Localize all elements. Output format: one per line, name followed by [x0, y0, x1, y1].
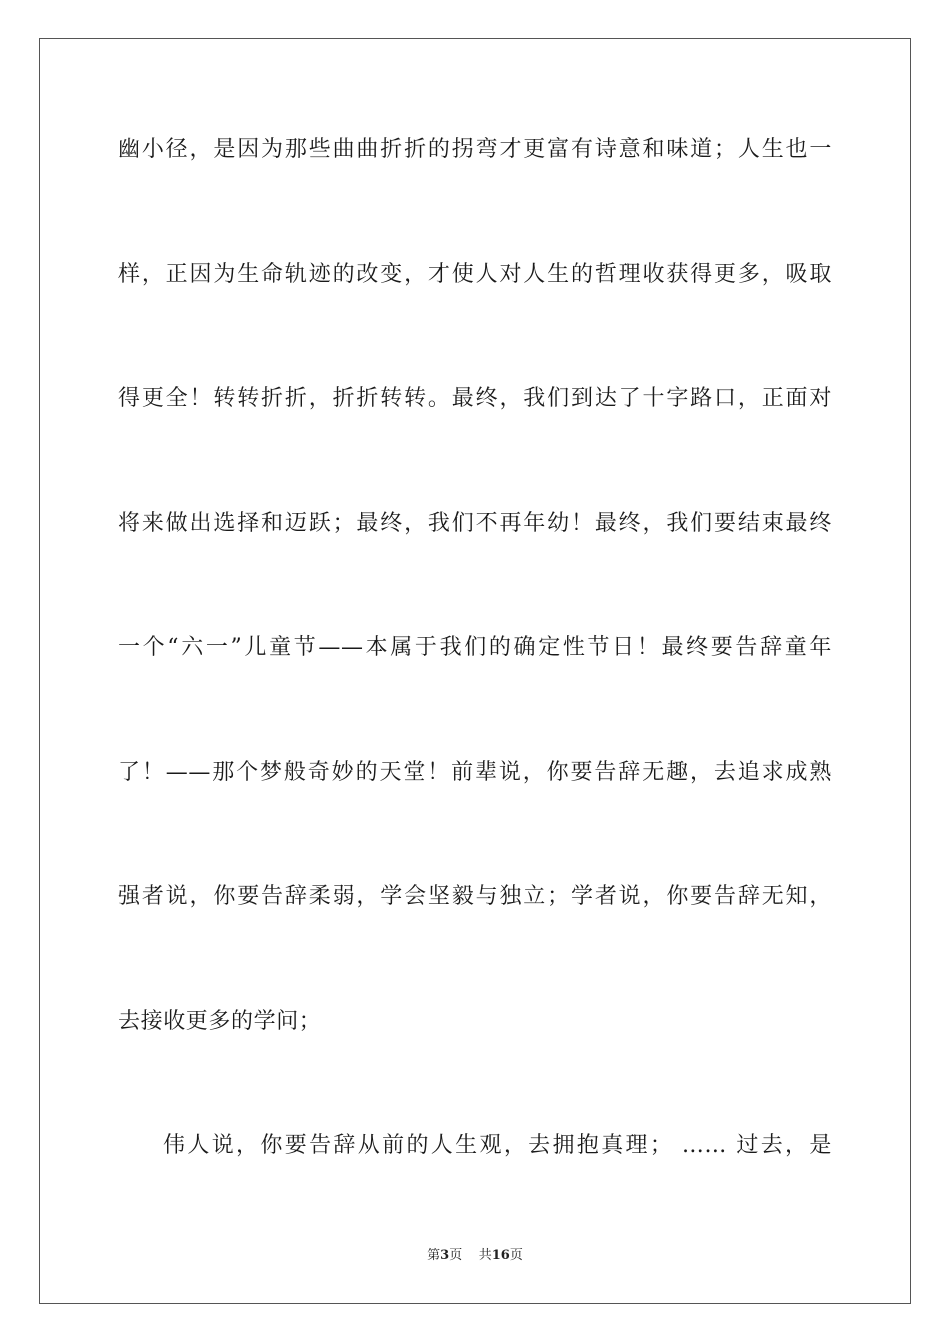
body-text-line-6: 了！——那个梦般奇妙的天堂！前辈说，你要告辞无趣，去追求成熟: [118, 760, 832, 785]
body-text-line-1: 幽小径，是因为那些曲曲折折的拐弯才更富有诗意和味道；人生也一: [118, 137, 832, 162]
body-text-line-7: 强者说，你要告辞柔弱，学会坚毅与独立；学者说，你要告辞无知，: [118, 884, 832, 909]
body-text-line-5: 一个“六一”儿童节——本属于我们的确定性节日！最终要告辞童年: [118, 635, 832, 660]
body-text-line-2: 样，正因为生命轨迹的改变，才使人对人生的哲理收获得更多，吸取: [118, 262, 832, 287]
footer-prefix: 第: [427, 1248, 441, 1263]
current-page-number: 3: [440, 1248, 450, 1263]
footer-total-prefix: 共: [478, 1248, 492, 1263]
body-text-line-3: 得更全！转转折折，折折转转。最终，我们到达了十字路口，正面对: [118, 386, 832, 411]
page-border: [39, 38, 911, 1304]
page-footer: [0, 1248, 950, 1264]
footer-total-unit: 页: [509, 1248, 523, 1263]
body-text-line-8: 去接收更多的学问；: [118, 1009, 322, 1034]
total-pages-number: 16: [491, 1248, 510, 1263]
paragraph-start-line: 伟人说，你要告辞从前的人生观，去拥抱真理； …… 过去，是: [163, 1133, 832, 1158]
body-text-line-4: 将来做出选择和迈跃；最终，我们不再年幼！最终，我们要结束最终: [118, 511, 832, 536]
footer-page-unit: 页: [449, 1248, 463, 1263]
